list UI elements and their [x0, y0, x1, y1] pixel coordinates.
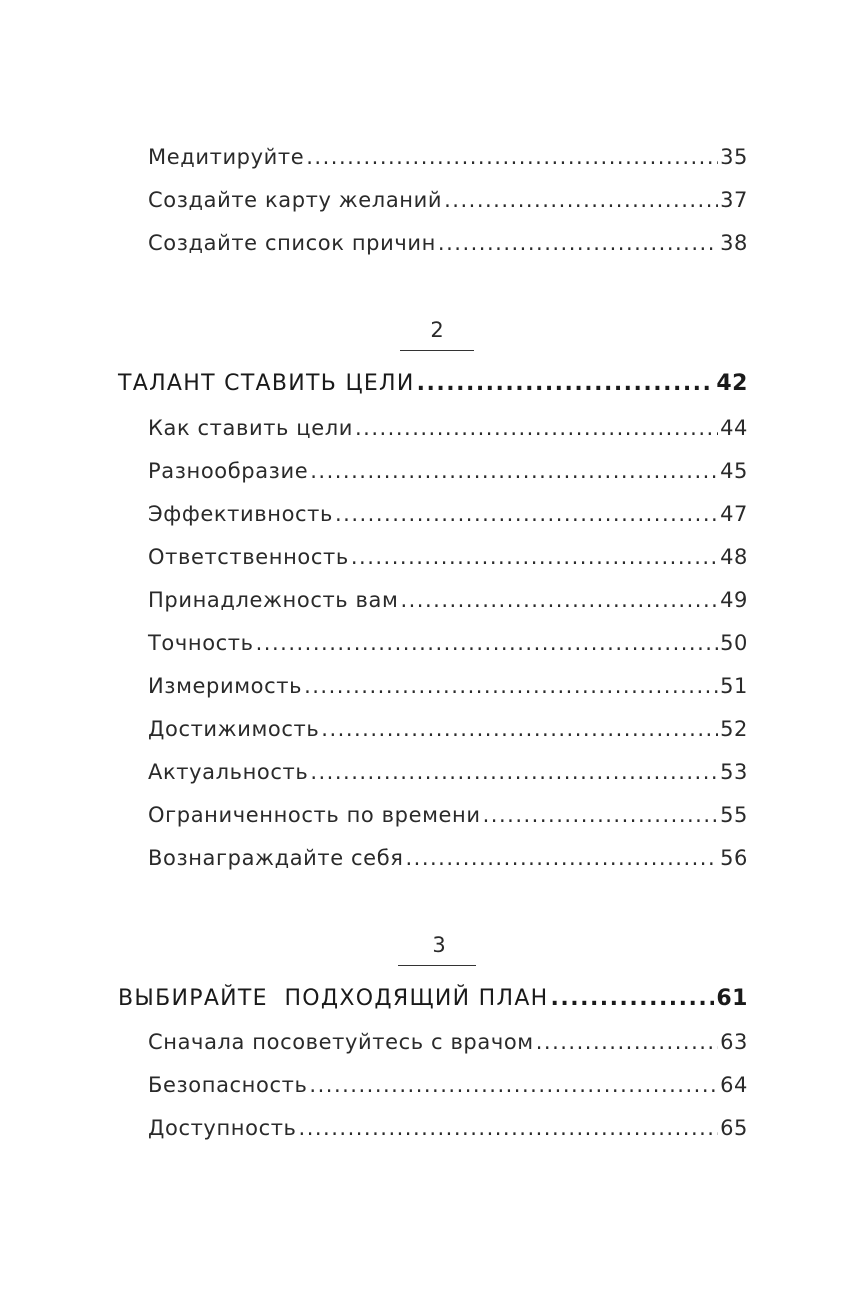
dot-leader	[335, 504, 718, 525]
toc-entry[interactable]	[148, 504, 748, 525]
toc-entry[interactable]	[148, 762, 748, 783]
chapter-title-label: ТАЛАНТ СТАВИТЬ ЦЕЛИ	[118, 371, 415, 396]
toc-entry[interactable]	[148, 418, 748, 439]
toc-entry-label: Создайте карту желаний	[148, 188, 443, 212]
toc-entry[interactable]	[148, 633, 748, 654]
toc-entry[interactable]	[148, 1118, 748, 1139]
toc-entry[interactable]	[148, 676, 748, 697]
toc-entry[interactable]	[148, 719, 748, 740]
toc-entry-page: 38	[720, 231, 748, 255]
chapter-divider	[400, 350, 474, 351]
toc-entry[interactable]	[148, 1032, 748, 1053]
toc-chapter-title[interactable]	[118, 373, 748, 395]
dot-leader	[438, 233, 718, 254]
toc-entry-label: Доступность	[148, 1116, 297, 1140]
toc-entry-page: 50	[720, 631, 748, 655]
toc-entry-label: Вознаграждайте себя	[148, 846, 404, 870]
dot-leader	[483, 805, 718, 826]
toc-entry[interactable]	[148, 190, 748, 211]
dot-leader	[310, 762, 718, 783]
toc-entry-page: 52	[720, 717, 748, 741]
toc-entry-page: 51	[720, 674, 748, 698]
toc-entry[interactable]	[148, 1075, 748, 1096]
dot-leader	[304, 676, 718, 697]
toc-entry[interactable]	[148, 147, 748, 168]
toc-entry-page: 44	[720, 416, 748, 440]
toc-entry-label: Эффективность	[148, 502, 333, 526]
toc-entry-label: Разнообразие	[148, 459, 309, 483]
toc-entry-page: 45	[720, 459, 748, 483]
toc-entry-page: 65	[720, 1116, 748, 1140]
dot-leader	[310, 461, 718, 482]
toc-entry-label: Измеримость	[148, 674, 303, 698]
toc-entry[interactable]	[148, 805, 748, 826]
chapter-title-label: ВЫБИРАЙТЕ ПОДХОДЯЩИЙ ПЛАН	[118, 986, 549, 1011]
toc-entry-label: Ответственность	[148, 545, 349, 569]
toc-entry[interactable]	[148, 233, 748, 254]
toc-entry-label: Создайте список причин	[148, 231, 436, 255]
toc-entry[interactable]	[148, 590, 748, 611]
dot-leader	[417, 373, 715, 395]
toc-entry-page: 55	[720, 803, 748, 827]
toc-entry-label: Достижимость	[148, 717, 320, 741]
toc-entry-page: 56	[720, 846, 748, 870]
dot-leader	[309, 1075, 718, 1096]
dot-leader	[551, 988, 715, 1010]
dot-leader	[256, 633, 718, 654]
toc-entry-label: Точность	[148, 631, 254, 655]
toc-entry[interactable]	[148, 547, 748, 568]
toc-entry-label: Безопасность	[148, 1073, 308, 1097]
dot-leader	[400, 590, 718, 611]
chapter-number: 2	[430, 318, 444, 342]
chapter-title-page: 42	[716, 371, 748, 396]
toc-entry-page: 64	[720, 1073, 748, 1097]
toc-chapter-title[interactable]	[118, 988, 748, 1010]
dot-leader	[351, 547, 718, 568]
toc-entry-page: 35	[720, 145, 748, 169]
toc-entry-page: 48	[720, 545, 748, 569]
toc-entry-label: Медитируйте	[148, 145, 305, 169]
dot-leader	[355, 418, 718, 439]
toc-entry-label: Как ставить цели	[148, 416, 353, 440]
chapter-number: 3	[432, 933, 446, 957]
dot-leader	[299, 1118, 719, 1139]
toc-entry[interactable]	[148, 461, 748, 482]
chapter-title-page: 61	[716, 986, 748, 1011]
toc-entry-page: 53	[720, 760, 748, 784]
chapter-divider	[398, 965, 476, 966]
toc-entry-label: Принадлежность вам	[148, 588, 399, 612]
dot-leader	[321, 719, 718, 740]
dot-leader	[444, 190, 718, 211]
dot-leader	[536, 1032, 718, 1053]
dot-leader	[306, 147, 718, 168]
toc-entry-label: Актуальность	[148, 760, 309, 784]
toc-entry[interactable]	[148, 848, 748, 869]
dot-leader	[405, 848, 718, 869]
toc-entry-page: 47	[720, 502, 748, 526]
toc-entry-label: Ограниченность по времени	[148, 803, 481, 827]
toc-entry-label: Сначала посоветуйтесь с врачом	[148, 1030, 534, 1054]
toc-entry-page: 37	[720, 188, 748, 212]
toc-entry-page: 49	[720, 588, 748, 612]
toc-entry-page: 63	[720, 1030, 748, 1054]
